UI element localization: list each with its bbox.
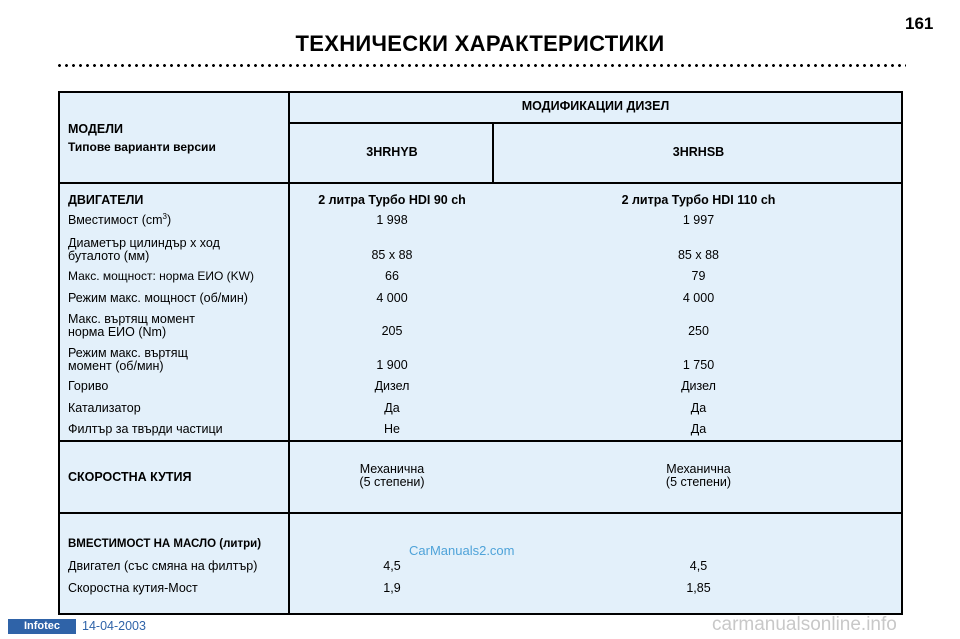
row-value: Дизел <box>681 379 716 393</box>
row-label-displacement: Вместимост $(cm^3)$ <box>68 211 172 227</box>
header-subdivider <box>288 122 901 124</box>
row-value: Дизел <box>374 379 410 393</box>
row-label: Макс. въртящ момент норма ЕИО (Nm) <box>68 312 195 339</box>
row-value: 1 900 <box>376 358 408 372</box>
page-number: 161 <box>905 14 934 33</box>
row-value: 4 000 <box>682 291 715 305</box>
row-value: 1 997 <box>682 213 715 227</box>
oil-row-value: 1,85 <box>686 581 711 595</box>
modifications-label: МОДИФИКАЦИИ ДИЗЕЛ <box>521 99 670 113</box>
row-value: 4 000 <box>376 291 408 305</box>
gearbox-label: СКОРОСТНА КУТИЯ <box>68 470 192 484</box>
column-divider-1 <box>288 93 290 613</box>
row-value: 1 998 <box>376 213 408 227</box>
models-label: МОДЕЛИ <box>68 122 123 136</box>
row-value: 205 <box>381 324 403 338</box>
page-title: ТЕХНИЧЕСКИ ХАРАКТЕРИСТИКИ <box>295 31 665 56</box>
row-value: 1 750 <box>682 358 715 372</box>
row-value: 85 x 88 <box>677 248 719 262</box>
row-value: Да <box>690 422 707 436</box>
engine-col1: 2 литра Турбо HDI 90 ch <box>318 193 466 207</box>
row-value: 250 <box>688 324 709 338</box>
row-label: Диаметър цилиндър х ход буталото (мм) <box>68 236 220 263</box>
infotec-logo: Infotec <box>8 619 76 634</box>
oil-section-label: ВМЕСТИМОСТ НА МАСЛО (литри) <box>68 538 262 550</box>
footer-date: 14-04-2003 <box>82 619 146 633</box>
oil-row-label: Скоростна кутия-Мост <box>68 581 198 595</box>
row-label: Катализатор <box>68 401 141 415</box>
row-label: Режим макс. мощност (об/мин) <box>68 291 248 305</box>
row-value: Да <box>384 401 400 415</box>
oil-row-value: 4,5 <box>383 559 401 573</box>
engine-section-label: ДВИГАТЕЛИ <box>68 193 144 207</box>
row-value: Да <box>690 401 707 415</box>
row-value: 79 <box>691 269 706 283</box>
row-divider-gearbox <box>60 512 901 514</box>
row-label: Макс. мощност: норма ЕИО (KW) <box>68 269 254 283</box>
row-label: Гориво <box>68 379 109 393</box>
oil-row-value: 1,9 <box>383 581 401 595</box>
row-label: Режим макс. въртящ момент (об/мин) <box>68 346 188 373</box>
variants-label: Типове варианти версии <box>68 140 216 154</box>
gearbox-col2: Механична (5 степени) <box>665 462 732 489</box>
watermark: CarManuals2.com <box>409 543 515 558</box>
footer-site-watermark: carmanualsonline.info <box>712 614 897 635</box>
gearbox-col1: Механична (5 степени) <box>359 462 425 489</box>
row-value: Не <box>384 422 400 436</box>
engine-col2: 2 литра Турбо HDI 110 ch <box>621 193 776 207</box>
row-divider-engine <box>60 440 901 442</box>
model-code-2: 3HRHSB <box>672 145 725 159</box>
spec-table <box>58 91 903 615</box>
row-label: Филтър за твърди частици <box>68 422 223 436</box>
row-value: 66 <box>385 269 399 283</box>
row-value: 85 x 88 <box>371 248 413 262</box>
oil-row-label: Двигател (със смяна на филтър) <box>68 559 258 573</box>
oil-row-value: 4,5 <box>689 559 708 573</box>
model-code-1: 3HRHYB <box>366 145 418 159</box>
dotted-divider <box>56 63 906 68</box>
row-divider-header <box>60 182 901 184</box>
